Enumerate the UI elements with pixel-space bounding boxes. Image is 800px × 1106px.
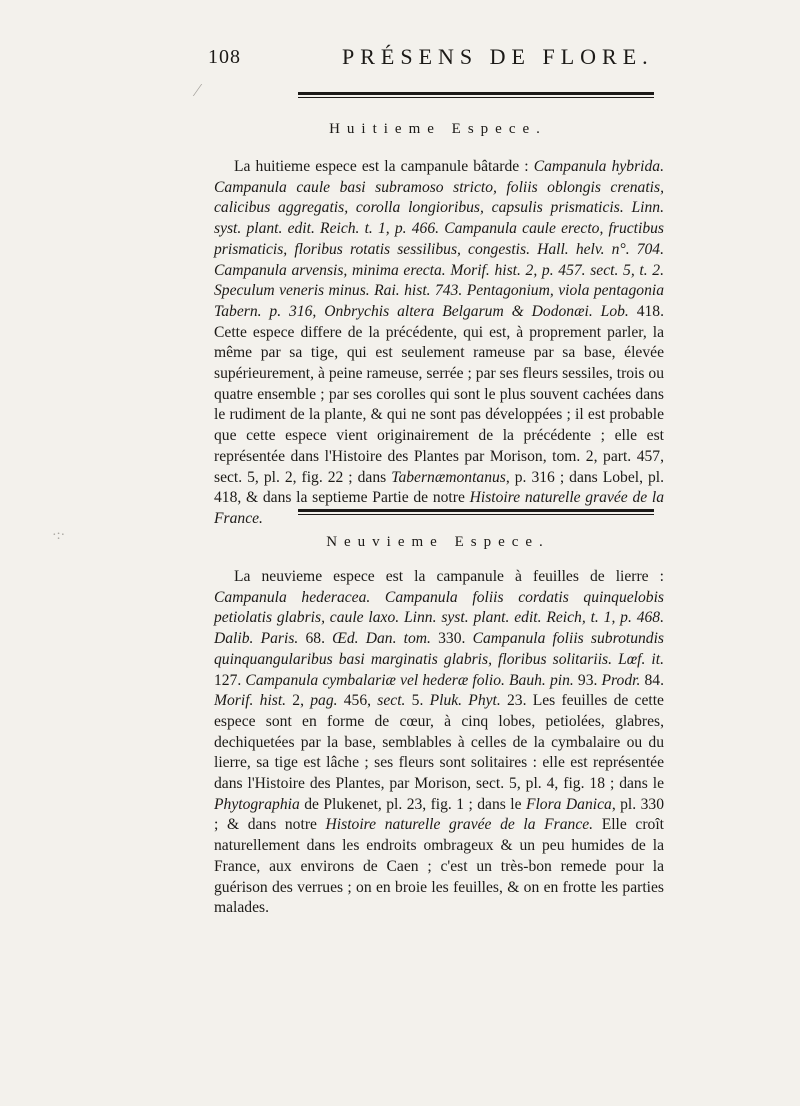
section-divider-rule: [298, 509, 654, 515]
header-rule: [298, 92, 654, 98]
running-title: PRÉSENS DE FLORE.: [342, 44, 654, 69]
page-number: 108: [208, 46, 241, 68]
ink-mark: ⁄: [196, 80, 200, 100]
page-header: [208, 44, 668, 74]
section-text-neuvieme: La neuvieme espece est la campanule à feuilles de lierre : Campanula hederacea. Campanula foliis cordatis quinquelobis petiolatis glabris, caule laxo. Linn. syst. plant. edit. Reich, t. 1, p. 468. Dalib. Paris. 68. Œd. Dan. tom. 330. Campanula foliis subrotundis quinquangularibus basi marginatis glabris, floribus solitariis. Lœf. it. 127. Campanula cymbalariæ vel hederæ folio. Bauh. pin. 93. Prodr. 84. Morif. hist. 2, pag. 456, sect. 5. Pluk. Phyt. 23. Les feuilles de cette espece sont en forme de cœur, à cinq lobes, petiolées, glabres, dechiquetées par la base, semblables à celles de la cymbalaire ou du lierre, sa tige est lâche ; ses fleurs sont solitaires : elle est représentée dans l'Histoire des Plantes, par Morison, sect. 5, pl. 4, fig. 18 ; dans le Phytographia de Plukenet, pl. 23, fig. 1 ; dans le Flora Danica, pl. 330 ; & dans notre Histoire naturelle gravée de la France. Elle croît naturellement dans les endroits ombrageux & un peu humides de la France, aux environs de Caen ; c'est un très-bon remede pour la guérison des verrues ; on en broie les feuilles, & on en frotte les parties malades.: [214, 568, 665, 917]
section-title-huitieme: Huitieme Espece.: [329, 121, 547, 137]
ink-speckle: ·:·: [52, 528, 66, 543]
section-title-neuvieme: Neuvieme Espece.: [326, 534, 550, 550]
section-text-huitieme: La huitieme espece est la campanule bâtarde : Campanula hybrida. Campanula caule basi subramoso stricto, foliis oblongis crenatis, calicibus aggregatis, corolla longioribus, capsulis prismaticis. Linn. syst. plant. edit. Reich. t. 1, p. 466. Campanula caule erecto, fructibus prismaticis, floribus rotatis sessilibus, congestis. Hall. helv. n°. 704. Campanula arvensis, minima erecta. Morif. hist. 2, p. 457. sect. 5, t. 2. Speculum veneris minus. Rai. hist. 743. Pentagonium, viola pentagonia Tabern. p. 316, Onbrychis altera Belgarum & Dodonæi. Lob. 418. Cette espece differe de la précédente, qui est, à proprement parler, la même par sa tige, qui est seulement rameuse par sa base, élevée supérieurement, à peine rameuse, serrée ; par ses fleurs sessiles, trois ou quatre ensemble ; par ses corolles qui sont le plus souvent cachées dans le rudiment de la plante, & qui ne sont pas développées ; il est probable que cette espece vient originairement de la précédente ; elle est représentée dans l'Histoire des Plantes par Morison, tom. 2, part. 457, sect. 5, pl. 2, fig. 22 ; dans Tabernæmontanus, p. 316 ; dans Lobel, pl. 418, & dans la septieme Partie de notre Histoire naturelle gravée de la France.: [214, 158, 665, 527]
